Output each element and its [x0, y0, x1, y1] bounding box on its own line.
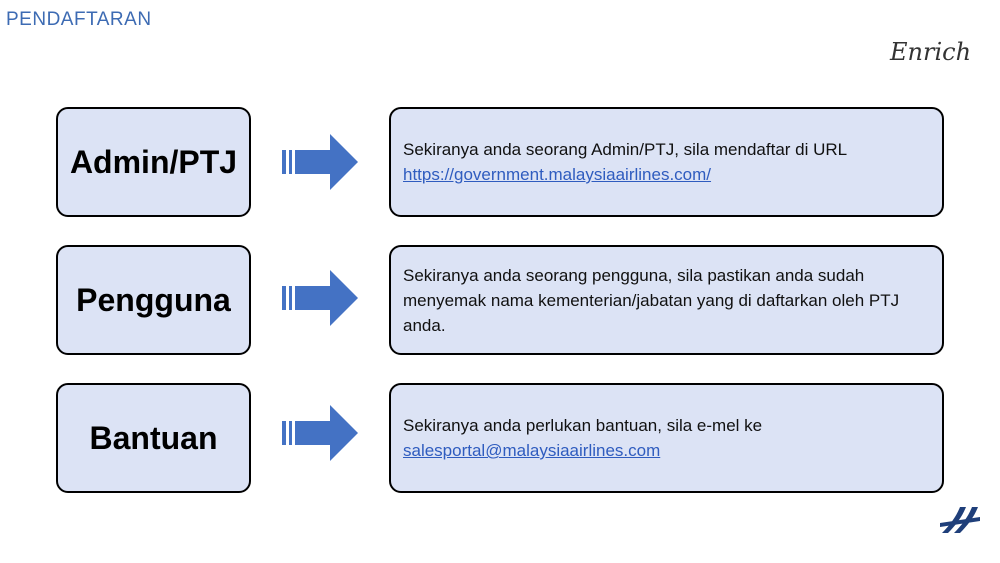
bantuan-info-box	[389, 383, 944, 493]
arrow-right-icon	[282, 270, 360, 326]
pengguna-info-text: Sekiranya anda seorang pengguna, sila pastikan anda sudah menyemak nama kementerian/jabatan yang di daftarkan oleh PTJ anda.	[403, 265, 900, 335]
admin-ptj-info-box	[389, 107, 944, 217]
pengguna-label-box	[56, 245, 251, 355]
pengguna-label: Pengguna	[76, 281, 231, 318]
pengguna-info-box	[389, 245, 944, 355]
admin-ptj-label: Admin/PTJ	[69, 143, 238, 180]
arrow-right-icon	[282, 134, 360, 190]
enrich-logo: Enrich	[890, 38, 972, 66]
page-title: PENDAFTARAN	[6, 9, 152, 30]
bantuan-label: Bantuan	[89, 419, 218, 456]
bantuan-info-text: Sekiranya anda perlukan bantuan, sila e-mel ke	[403, 416, 763, 435]
malaysia-airlines-logo-icon	[938, 503, 982, 539]
support-email-link[interactable]: salesportal@malaysiaairlines.com	[403, 441, 661, 460]
arrow-right-icon	[282, 405, 360, 461]
admin-ptj-label-box	[56, 107, 251, 217]
government-url-link[interactable]: https://government.malaysiaairlines.com/	[403, 165, 712, 184]
admin-ptj-info-text: Sekiranya anda seorang Admin/PTJ, sila mendaftar di URL	[403, 140, 848, 159]
bantuan-label-box	[56, 383, 251, 493]
